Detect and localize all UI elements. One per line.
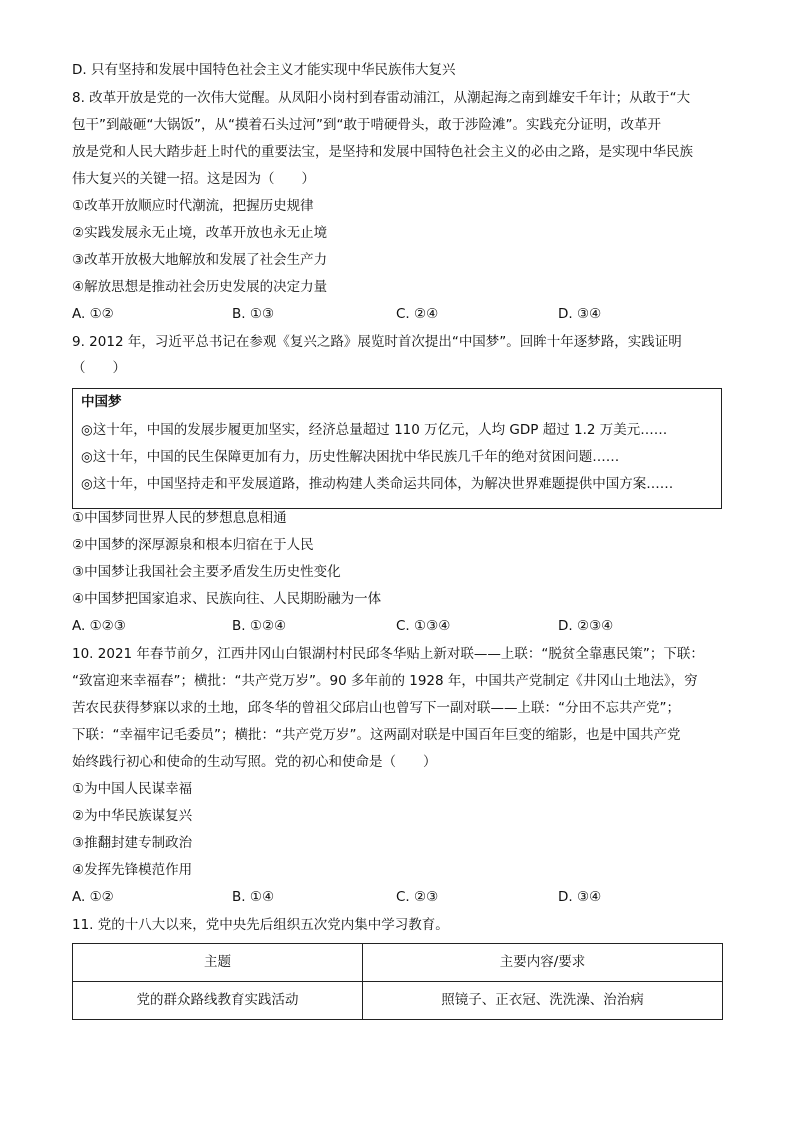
q11-table <box>72 943 723 1020</box>
q9-item-4: ④中国梦把国家追求、民族向往、人民期盼融为一体 <box>72 591 382 607</box>
table-row <box>73 982 723 1020</box>
q8-stem-line: 8. 改革开放是党的一次伟大觉醒。从凤阳小岗村到春雷动浦江，从潮起海之南到雄安千年计；从敢于“大 <box>72 90 691 106</box>
table-cell: 照镜子、正衣冠、洗洗澡、治治病 <box>363 982 723 1020</box>
q7-option-d: D. 只有坚持和发展中国特色社会主义才能实现中华民族伟大复兴 <box>72 62 456 78</box>
q10-stem-line: 10. 2021 年春节前夕，江西井冈山白银湖村村民邱冬华贴上新对联——上联：“脱贫全靠惠民策”；下联： <box>72 646 704 662</box>
q9-stem-line: （ ） <box>72 360 126 376</box>
q9-box-line: ◎这十年，中国的发展步履更加坚实，经济总量超过 110 万亿元，人均 GDP 超过 1.2 万美元…… <box>81 422 668 438</box>
q10-option-a[interactable]: A. ①② <box>72 889 114 905</box>
q8-option-b[interactable]: B. ①③ <box>232 306 275 322</box>
q8-item-2: ②实践发展永无止境，改革开放也永无止境 <box>72 225 328 241</box>
table-header-cell: 主题 <box>73 944 363 982</box>
q8-stem-line: 放是党和人民大踏步赶上时代的重要法宝，是坚持和发展中国特色社会主义的必由之路，是实现中华民族 <box>72 144 693 160</box>
q9-option-b[interactable]: B. ①②④ <box>232 618 287 634</box>
q9-option-d[interactable]: D. ②③④ <box>558 618 614 634</box>
q8-item-3: ③改革开放极大地解放和发展了社会生产力 <box>72 252 328 268</box>
q9-box-title: 中国梦 <box>81 394 122 410</box>
q9-stem-line: 9. 2012 年，习近平总书记在参观《复兴之路》展览时首次提出“中国梦”。回眸十年逐梦路，实践证明 <box>72 334 682 350</box>
q11-stem: 11. 党的十八大以来，党中央先后组织五次党内集中学习教育。 <box>72 917 449 933</box>
q8-item-4: ④解放思想是推动社会历史发展的决定力量 <box>72 279 328 295</box>
q10-stem-line: “致富迎来幸福春”；横批：“共产党万岁”。90 多年前的 1928 年，中国共产党制定《井冈山土地法》，穷 <box>72 673 698 689</box>
q10-stem-line: 下联：“幸福牢记毛委员”；横批：“共产党万岁”。这两副对联是中国百年巨变的缩影，也是中国共产党 <box>72 727 681 743</box>
q10-item-3: ③推翻封建专制政治 <box>72 835 193 851</box>
q10-item-2: ②为中华民族谋复兴 <box>72 808 193 824</box>
q10-options <box>72 889 722 907</box>
q9-item-1: ①中国梦同世界人民的梦想息息相通 <box>72 510 287 526</box>
q9-option-a[interactable]: A. ①②③ <box>72 618 126 634</box>
q8-option-d[interactable]: D. ③④ <box>558 306 602 322</box>
table-header-row <box>73 944 723 982</box>
q9-item-2: ②中国梦的深厚源泉和根本归宿在于人民 <box>72 537 314 553</box>
q10-item-1: ①为中国人民谋幸福 <box>72 781 193 797</box>
q8-option-c[interactable]: C. ②④ <box>396 306 439 322</box>
q9-option-c[interactable]: C. ①③④ <box>396 618 451 634</box>
q9-box-line: ◎这十年，中国坚持走和平发展道路，推动构建人类命运共同体，为解决世界难题提供中国方案…… <box>81 476 674 492</box>
q9-material-box <box>72 388 722 509</box>
q8-stem-line: 伟大复兴的关键一招。这是因为（ ） <box>72 171 315 187</box>
q10-stem-line: 苦农民获得梦寐以求的土地，邱冬华的曾祖父邱启山也曾写下一副对联——上联：“分田不忘共产党”； <box>72 700 680 716</box>
q9-item-3: ③中国梦让我国社会主要矛盾发生历史性变化 <box>72 564 341 580</box>
q9-options <box>72 618 722 636</box>
table-header-cell: 主要内容/要求 <box>363 944 723 982</box>
q10-option-d[interactable]: D. ③④ <box>558 889 602 905</box>
q8-item-1: ①改革开放顺应时代潮流，把握历史规律 <box>72 198 314 214</box>
q10-option-b[interactable]: B. ①④ <box>232 889 275 905</box>
q10-item-4: ④发挥先锋模范作用 <box>72 862 193 878</box>
q8-stem-line: 包干”到敲砸“大锅饭”，从“摸着石头过河”到“敢于啃硬骨头，敢于涉险滩”。实践充分证明，改革开 <box>72 117 661 133</box>
q10-stem-line: 始终践行初心和使命的生动写照。党的初心和使命是（ ） <box>72 754 437 770</box>
q8-option-a[interactable]: A. ①② <box>72 306 114 322</box>
q9-box-line: ◎这十年，中国的民生保障更加有力，历史性解决困扰中华民族几千年的绝对贫困问题…… <box>81 449 620 465</box>
table-cell: 党的群众路线教育实践活动 <box>73 982 363 1020</box>
q10-option-c[interactable]: C. ②③ <box>396 889 439 905</box>
q8-options <box>72 306 722 324</box>
